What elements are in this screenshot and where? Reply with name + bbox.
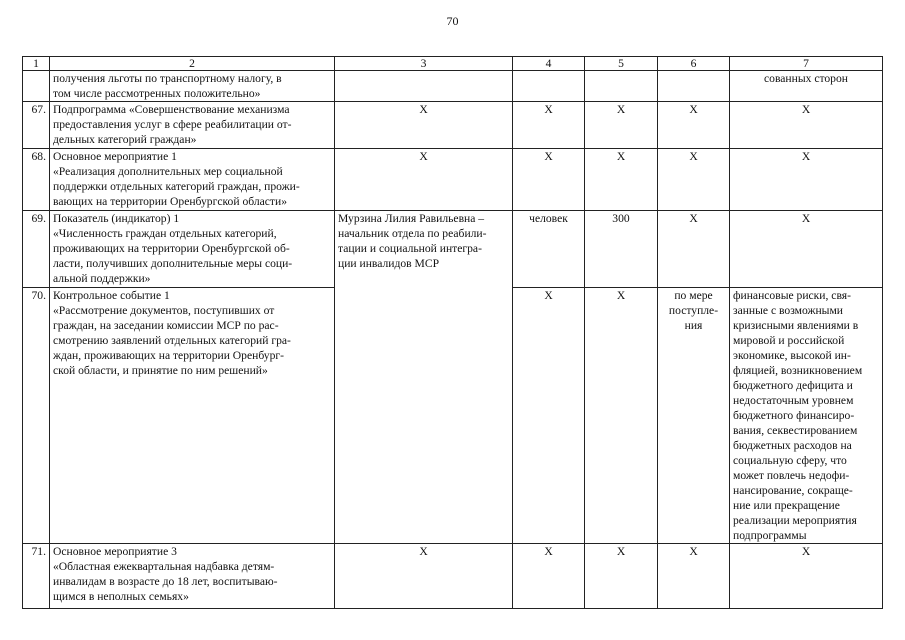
table-row	[23, 71, 883, 102]
responsible-cell: X	[335, 102, 513, 149]
risk-cell: X	[730, 149, 883, 211]
row-number: 67.	[23, 102, 50, 149]
row-name: Показатель (индикатор) 1 «Численность граждан отдельных категорий, проживающих на территории Оренбургской об- ласти, получивших дополнительные меры соци- альной поддержки»	[50, 211, 335, 288]
risk-cell: сованных сторон	[730, 71, 883, 102]
term-cell	[658, 71, 730, 102]
table-row	[23, 102, 883, 149]
term-cell: X	[658, 211, 730, 288]
row-name: Подпрограмма «Совершенствование механизма предоставления услуг в сфере реабилитации от- дельных категорий граждан»	[50, 102, 335, 149]
value-cell: X	[585, 102, 658, 149]
column-header: 4	[513, 57, 585, 71]
responsible-cell	[335, 71, 513, 102]
value-cell: 300	[585, 211, 658, 288]
risk-cell: финансовые риски, свя- занные с возможными кризисными явлениями в мировой и российской экономике, высокой ин- фляцией, возникновением бюджетного дефицита и недостаточным уровнем бюджетного финансиро- вания, секвестированием бюджетных расходов на социальную сферу, что может повлечь недофи- нансирование, сокраще- ние или прекращение реализации мероприятия подпрограммы	[730, 288, 883, 544]
row-number: 71.	[23, 544, 50, 609]
row-number: 68.	[23, 149, 50, 211]
column-header: 3	[335, 57, 513, 71]
responsible-cell: X	[335, 149, 513, 211]
unit-cell	[513, 71, 585, 102]
unit-cell: X	[513, 149, 585, 211]
risk-cell: X	[730, 102, 883, 149]
column-header: 6	[658, 57, 730, 71]
term-cell: X	[658, 544, 730, 609]
unit-cell: X	[513, 288, 585, 544]
table-row	[23, 211, 883, 288]
value-cell: X	[585, 544, 658, 609]
term-cell: X	[658, 149, 730, 211]
row-name: получения льготы по транспортному налогу, в том числе рассмотренных положительно»	[50, 71, 335, 102]
column-header: 2	[50, 57, 335, 71]
table-header-row	[23, 57, 883, 71]
term-cell: по мере поступле- ния	[658, 288, 730, 544]
responsible-cell: Мурзина Лилия Равильевна – начальник отдела по реабили- тации и социальной интегра- ции инвалидов МСР	[335, 211, 513, 544]
column-header: 5	[585, 57, 658, 71]
value-cell: X	[585, 288, 658, 544]
risk-cell: X	[730, 544, 883, 609]
plan-table	[22, 56, 883, 609]
unit-cell: человек	[513, 211, 585, 288]
column-header: 1	[23, 57, 50, 71]
risk-cell: X	[730, 211, 883, 288]
row-number	[23, 71, 50, 102]
page-number: 70	[446, 14, 459, 28]
table-row	[23, 544, 883, 609]
unit-cell: X	[513, 102, 585, 149]
column-header: 7	[730, 57, 883, 71]
row-name: Контрольное событие 1 «Рассмотрение документов, поступивших от граждан, на заседании комиссии МСР по рас- смотрению заявлений отдельных категорий гра- ждан, проживающих на территории Оренбург- ской области, и принятие по ним решений»	[50, 288, 335, 544]
row-name: Основное мероприятие 3 «Областная ежеквартальная надбавка детям- инвалидам в возрасте до 18 лет, воспитываю- щимся в неполных семьях»	[50, 544, 335, 609]
table-row	[23, 149, 883, 211]
unit-cell: X	[513, 544, 585, 609]
responsible-cell: X	[335, 544, 513, 609]
row-name: Основное мероприятие 1 «Реализация дополнительных мер социальной поддержки отдельных категорий граждан, прожи- вающих на территории Оренбургской области»	[50, 149, 335, 211]
value-cell	[585, 71, 658, 102]
term-cell: X	[658, 102, 730, 149]
row-number: 69.	[23, 211, 50, 288]
value-cell: X	[585, 149, 658, 211]
row-number: 70.	[23, 288, 50, 544]
